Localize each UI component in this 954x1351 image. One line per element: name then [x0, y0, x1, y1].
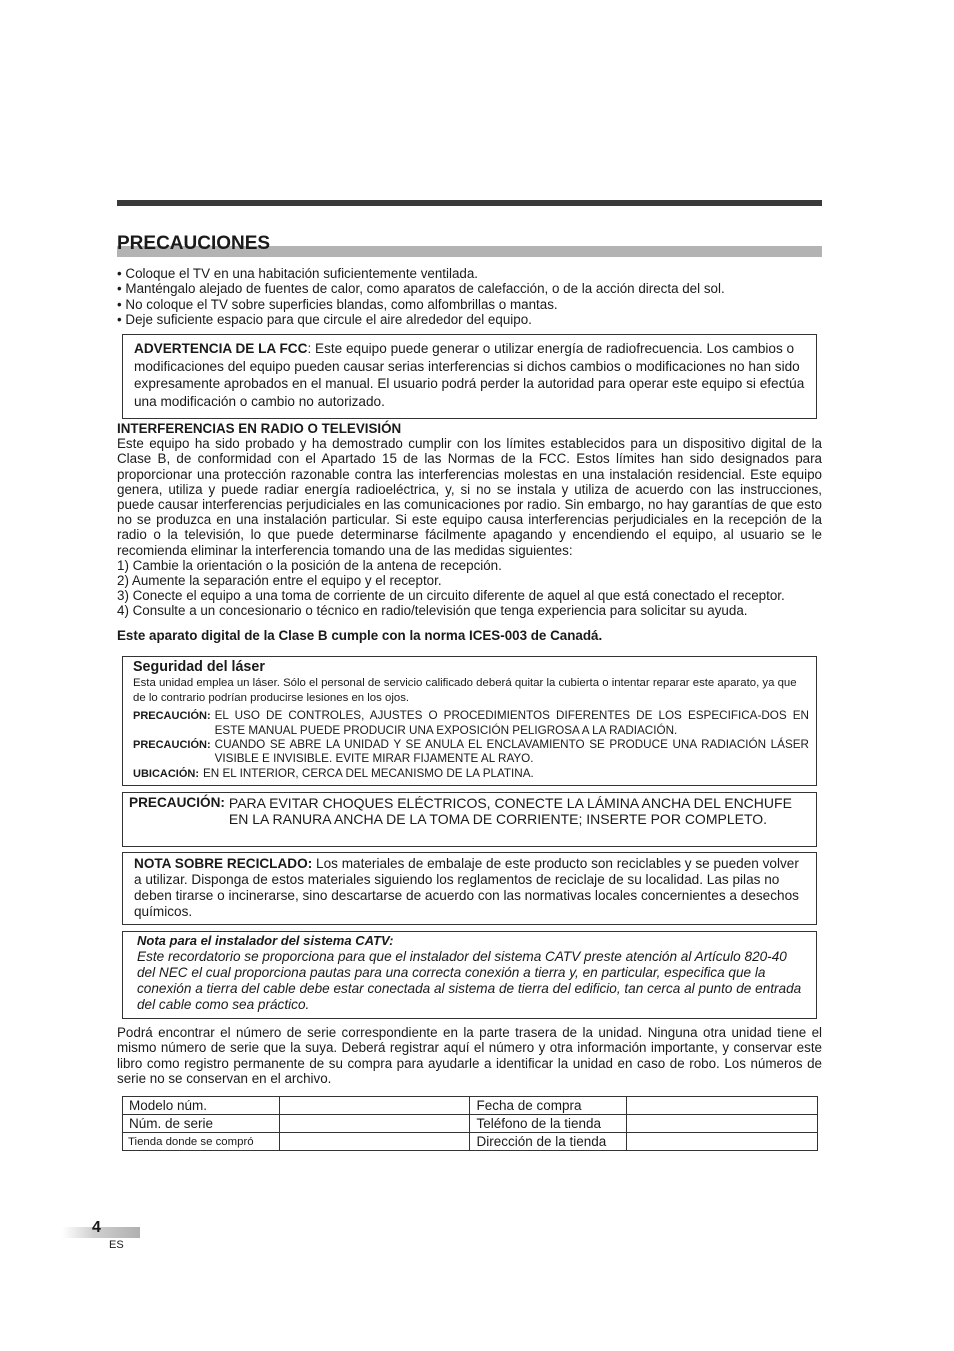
interference-steps: [117, 558, 822, 619]
record-value-field[interactable]: [279, 1133, 470, 1151]
laser-caution-label: PRECAUCIÓN:: [133, 710, 211, 723]
section-title: PRECAUCIONES: [117, 233, 271, 254]
bullet-item: • Manténgalo alejado de fuentes de calor, como aparatos de calefacción, o de la acción directa del sol.: [117, 281, 822, 296]
laser-location-text: EN EL INTERIOR, CERCA DEL MECANISMO DE LA PLATINA.: [203, 766, 534, 780]
interference-paragraph: Este equipo ha sido probado y ha demostrado cumplir con los límites establecidos para un dispositivo digital de la Clase B, de conformidad con el Apartado 15 de las Normas de la FCC. Estos límites han sido designados para proporcionar una protección razonable contra las interferencias molestas en una instalación residencial. Este equipo genera, utiliza y puede radiar energía radioeléctrica, y, si no se instala y utiliza de acuerdo con las instrucciones, puede causar interferencias perjudiciales en las comunicaciones por radio. Sin embargo, no hay garantías de que esto no se produzca en una instalación particular. Si este equipo causa interferencias perjudiciales en la recepción de la radio o la televisión, lo que puede determinarse fácilmente apagando y encendiendo el equipo, al usuario se le recomienda eliminar la interferencia tomando una de las medidas siguientes:: [117, 436, 822, 558]
record-label: Modelo núm.: [123, 1097, 280, 1115]
interference-step: 4) Consulte a un concesionario o técnico en radio/televisión que tenga experiencia para solicitar su ayuda.: [117, 603, 748, 619]
page-language: ES: [109, 1239, 124, 1251]
page-number-bar: [62, 1227, 140, 1238]
laser-caution-text: CUANDO SE ABRE LA UNIDAD Y SE ANULA EL ENCLAVAMIENTO SE PRODUCE UNA RADIACIÓN LÁSER VISIBLE E INVISIBLE. EVITE MIRAR FIJAMENTE AL RAYO.: [214, 738, 809, 766]
laser-safety-box: [122, 656, 817, 786]
section-header: [117, 233, 822, 259]
interference-heading: INTERFERENCIAS EN RADIO O TELEVISIÓN: [117, 421, 402, 436]
record-value-field[interactable]: [279, 1115, 470, 1133]
record-label: Núm. de serie: [123, 1115, 280, 1133]
catv-heading: Nota para el instalador del sistema CATV:: [137, 933, 394, 948]
record-value-field[interactable]: [627, 1097, 818, 1115]
interference-step: 3) Conecte el equipo a una toma de corriente de un circuito diferente de aquel al que está conectado el receptor.: [117, 588, 785, 604]
fcc-warning-box: [122, 334, 817, 419]
bullet-item: • Coloque el TV en una habitación suficientemente ventilada.: [117, 266, 822, 281]
record-value-field[interactable]: [627, 1133, 818, 1151]
top-rule: [117, 200, 822, 206]
fcc-warning-label: ADVERTENCIA DE LA FCC: [134, 341, 308, 356]
laser-location-label: UBICACIÓN:: [133, 767, 199, 780]
catv-installer-note-box: [122, 931, 817, 1019]
interference-section: [117, 421, 822, 619]
interference-step: 1) Cambie la orientación o la posición de la antena de recepción.: [117, 557, 502, 573]
record-label: Tienda donde se compró: [123, 1133, 280, 1151]
laser-safety-title: Seguridad del láser: [133, 659, 265, 675]
ices-statement: Este aparato digital de la Clase B cumple con la norma ICES-003 de Canadá.: [117, 628, 603, 643]
laser-caution-text: EL USO DE CONTROLES, AJUSTES O PROCEDIMIENTOS DIFERENTES DE LOS ESPECIFICA-DOS EN ESTE MANUAL PUEDE PRODUCIR UNA EXPOSICIÓN PELIGROSA A LA RADIACIÓN.: [214, 709, 809, 737]
serial-number-paragraph: Podrá encontrar el número de serie correspondiente en la parte trasera de la unidad. Ninguna otra unidad tiene el mismo número de serie que la suya. Deberá registrar aquí el número y otra información importante, y conservar este libro como registro permanente de su compra para ayudarle a identificar la unidad en caso de robo. Los números de serie no se conservan en el archivo.: [117, 1025, 822, 1087]
page-number: 4: [92, 1219, 101, 1236]
laser-caution-label: PRECAUCIÓN:: [133, 739, 211, 751]
ventilation-bullets: [117, 266, 822, 328]
laser-location-row: [133, 767, 809, 781]
table-row: [123, 1115, 818, 1133]
laser-safety-intro: Esta unidad emplea un láser. Sólo el personal de servicio calificado deberá quitar la cubierta o intentar reparar este aparato, ya que de lo contrario podrían producirse lesiones en los ojos.: [133, 677, 797, 704]
interference-step: 2) Aumente la separación entre el equipo y el receptor.: [117, 573, 442, 589]
recycling-text: Los materiales de embalaje de este producto son reciclables y se pueden volver a utilizar. Disponga de estos materiales siguiendo los reglamentos de reciclaje de su localidad. Las pilas no deben tirarse o incinerarse, sino descartarse de acuerdo con las normativas locales concernientes a desechos químicos.: [134, 856, 799, 919]
recycling-label: NOTA SOBRE RECICLADO:: [134, 856, 313, 871]
purchase-record-table: [122, 1096, 818, 1151]
record-value-field[interactable]: [279, 1097, 470, 1115]
record-value-field[interactable]: [627, 1115, 818, 1133]
bullet-item: • No coloque el TV sobre superficies blandas, como alfombrillas o mantas.: [117, 297, 822, 312]
table-row: [123, 1097, 818, 1115]
electric-shock-caution-box: [122, 792, 817, 847]
record-label: Dirección de la tienda: [470, 1133, 627, 1151]
record-label: Teléfono de la tienda: [470, 1115, 627, 1133]
catv-text: Este recordatorio se proporciona para que el instalador del sistema CATV preste atención al Artículo 820-40 del NEC el cual proporciona pautas para una correcta conexión a tierra y, en particular, especifica que la conexión a tierra del cable debe estar conectada al sistema de tierra del edificio, tan cerca al punto de entrada del cable como sea práctico.: [137, 949, 802, 1012]
bullet-item: • Deje suficiente espacio para que circule el aire alrededor del equipo.: [117, 312, 822, 327]
fcc-warning-text: : Este equipo puede generar o utilizar energía de radiofrecuencia. Los cambios o modificaciones del equipo pueden causar serias interferencias si dichos cambios o modificaciones no han sido expresamente aprobados en el manual. El usuario podrá perder la autoridad para operar este equipo si efectúa una modificación o cambio no autorizado.: [134, 341, 805, 410]
electric-caution-label: PRECAUCIÓN:: [129, 795, 225, 810]
recycling-note-box: [122, 852, 817, 925]
table-row: [123, 1133, 818, 1151]
electric-caution-text: PARA EVITAR CHOQUES ELÉCTRICOS, CONECTE LA LÁMINA ANCHA DEL ENCHUFE EN LA RANURA ANCHA DE LA TOMA DE CORRIENTE; INSERTE POR COMPLETO.: [228, 795, 792, 827]
laser-caution-row: [133, 709, 809, 738]
laser-caution-row: [133, 738, 809, 767]
record-label: Fecha de compra: [470, 1097, 627, 1115]
